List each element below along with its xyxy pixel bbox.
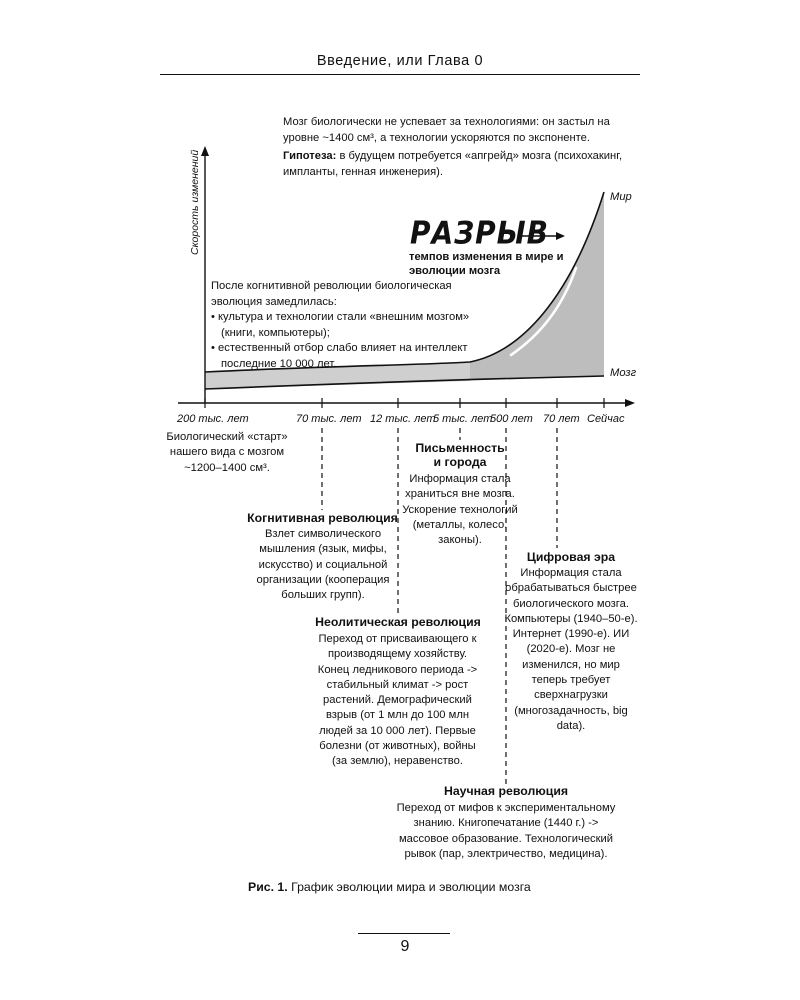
- tick-label-5k: 5 тыс. лет: [433, 413, 493, 425]
- cognitive-bullet-2: • естественный отбор слабо влияет на интеллект последние 10 000 лет.: [211, 341, 476, 372]
- footer-rule: [358, 933, 450, 934]
- figure-caption: [248, 880, 531, 894]
- start-note: Биологический «старт» нашего вида с мозгом ~1200–1400 см³.: [166, 431, 288, 474]
- era-text: Переход от мифов к экспериментальному знанию. Книгопечатание (1440 г.) -> массовое образование. Технологический рывок (пар, электричество, медицина).: [396, 802, 616, 860]
- tick-label-70k: 70 тыс. лет: [296, 413, 362, 425]
- era-text: Переход от присваивающего к производящему хозяйству. Конец ледникового периода -> стабильный климат -> рост растений. Демографический взрыв (от 1 млн до 100 млн людей за 10 000 лет). Первые болезни (от животных), войны (за землю), неравенство.: [317, 633, 478, 768]
- era-text: Взлет символического мышления (язык, мифы, искусство) и социальной организации (кооперация больших групп).: [256, 528, 390, 602]
- y-axis-arrow: [201, 146, 209, 156]
- era-cognitive: [240, 511, 405, 603]
- cognitive-note-intro: После когнитивной революции биологическая эволюция замедлилась:: [211, 280, 452, 308]
- era-title: Неолитическая революция: [315, 615, 481, 629]
- running-header: Введение, или Глава 0: [316, 53, 484, 69]
- era-title: Письменность и города: [415, 441, 505, 469]
- hypothesis-label: Гипотеза:: [283, 150, 337, 162]
- era-title: Когнитивная революция: [247, 511, 398, 525]
- tick-label-500: 500 лет: [490, 413, 533, 425]
- cognitive-note: [211, 279, 476, 372]
- era-science: [395, 784, 617, 862]
- tick-label-200k: 200 тыс. лет: [177, 413, 249, 425]
- era-text: Информация стала храниться вне мозга. Ускорение технологий (металлы, колесо, законы).: [402, 473, 518, 547]
- hypothesis-text: в будущем потребуется «апгрейд» мозга (психохакинг, импланты, генная инженерия).: [283, 150, 623, 178]
- y-axis-label: Скорость изменений: [189, 149, 201, 255]
- page-number: 9: [400, 938, 410, 955]
- caption-text: График эволюции мира и эволюции мозга: [291, 880, 531, 894]
- tick-label-12k: 12 тыс. лет: [370, 413, 436, 425]
- x-axis-arrow: [625, 399, 635, 407]
- gap-arrow-head: [556, 232, 565, 240]
- world-label: Мир: [610, 191, 632, 203]
- gap-subtitle: темпов изменения в мире и эволюции мозга: [409, 251, 564, 277]
- era-title: Научная революция: [443, 784, 569, 798]
- era-title: Цифровая эра: [526, 550, 616, 564]
- era-text: Информация стала обрабатываться быстрее биологического мозга. Компьютеры (1940–50-е). Интернет (1990-е). ИИ (2020-е). Мозг не изменился, но мир теперь требует сверхнагрузки (многозадачность, big data).: [504, 567, 638, 732]
- caption-label: Рис. 1.: [248, 880, 288, 894]
- cognitive-bullet-1: • культура и технологии стали «внешним мозгом» (книги, компьютеры);: [211, 310, 476, 341]
- era-neolithic: [313, 615, 483, 770]
- top-note-text: Мозг биологически не успевает за технологиями: он застыл на уровне ~1400 см³, а технологии ускоряются по экспоненте.: [283, 116, 610, 144]
- brain-label: Мозг: [610, 367, 637, 379]
- era-writing: [395, 441, 525, 548]
- era-digital: [496, 550, 646, 734]
- gap-word: РАЗРЫВ: [410, 215, 549, 252]
- tick-label-now: Сейчас: [587, 413, 625, 425]
- tick-label-70: 70 лет: [543, 413, 580, 425]
